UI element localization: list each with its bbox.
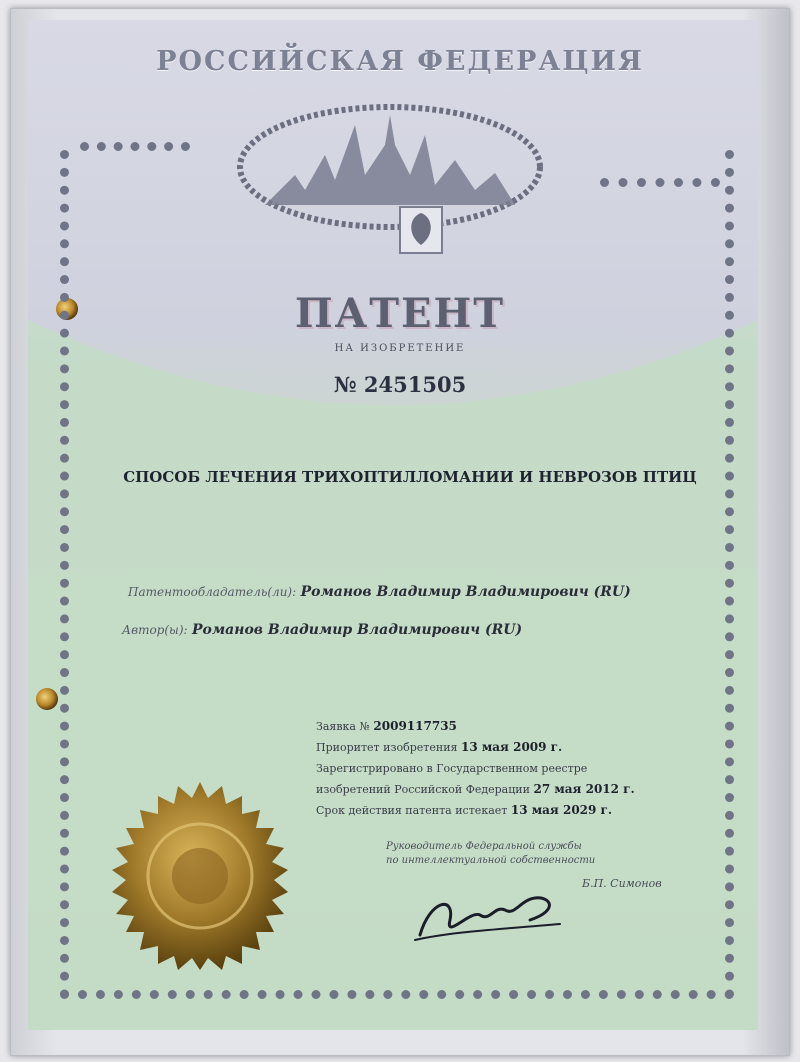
patent-number: № 2451505 <box>333 372 467 397</box>
holder-label: Патентообладатель(ли): <box>128 585 297 599</box>
registered-value: 27 мая 2012 г. <box>533 782 635 796</box>
priority-label: Приоритет изобретения <box>316 741 458 754</box>
gold-seal-icon <box>100 780 300 970</box>
frame-rivet <box>36 688 58 710</box>
registered-line-1: Зарегистрировано в Государственном реестре <box>316 762 588 775</box>
ornamental-border-top-left <box>80 142 190 160</box>
validity-label: Срок действия патента истекает <box>316 804 508 817</box>
application-label: Заявка № <box>316 720 370 733</box>
registered-label: изобретений Российской Федерации <box>316 783 530 796</box>
signatory-name: Б.П. Симонов <box>582 877 662 890</box>
registration-block <box>316 716 716 821</box>
validity-value: 13 мая 2029 г. <box>510 803 613 817</box>
validity-line <box>316 800 716 821</box>
signatory-line-2: по интеллектуальной собственности <box>386 855 596 866</box>
ornamental-border-top-right <box>600 178 720 196</box>
author-value: Романов Владимир Владимирович (RU) <box>192 622 523 638</box>
application-value: 2009117735 <box>373 719 457 733</box>
handwritten-signature <box>410 880 570 950</box>
author-line <box>122 622 522 638</box>
application-line <box>316 716 716 737</box>
author-label: Автор(ы): <box>122 623 188 637</box>
signatory-block <box>386 840 706 868</box>
priority-value: 13 мая 2009 г. <box>460 740 563 754</box>
patent-title: ПАТЕНТ <box>294 290 506 337</box>
priority-line <box>316 737 716 758</box>
registered-line-2 <box>316 779 716 800</box>
invention-title: СПОСОБ ЛЕЧЕНИЯ ТРИХОПТИЛЛОМАНИИ И НЕВРОЗОВ ПТИЦ <box>123 468 697 486</box>
country-heading: РОССИЙСКАЯ ФЕДЕРАЦИЯ <box>156 46 644 77</box>
patent-subtitle: НА ИЗОБРЕТЕНИЕ <box>334 343 466 354</box>
holder-value: Романов Владимир Владимирович (RU) <box>300 584 631 600</box>
signatory-line-1: Руководитель Федеральной службы <box>386 841 582 852</box>
holder-line <box>128 584 631 600</box>
kremlin-emblem-icon <box>225 95 555 260</box>
